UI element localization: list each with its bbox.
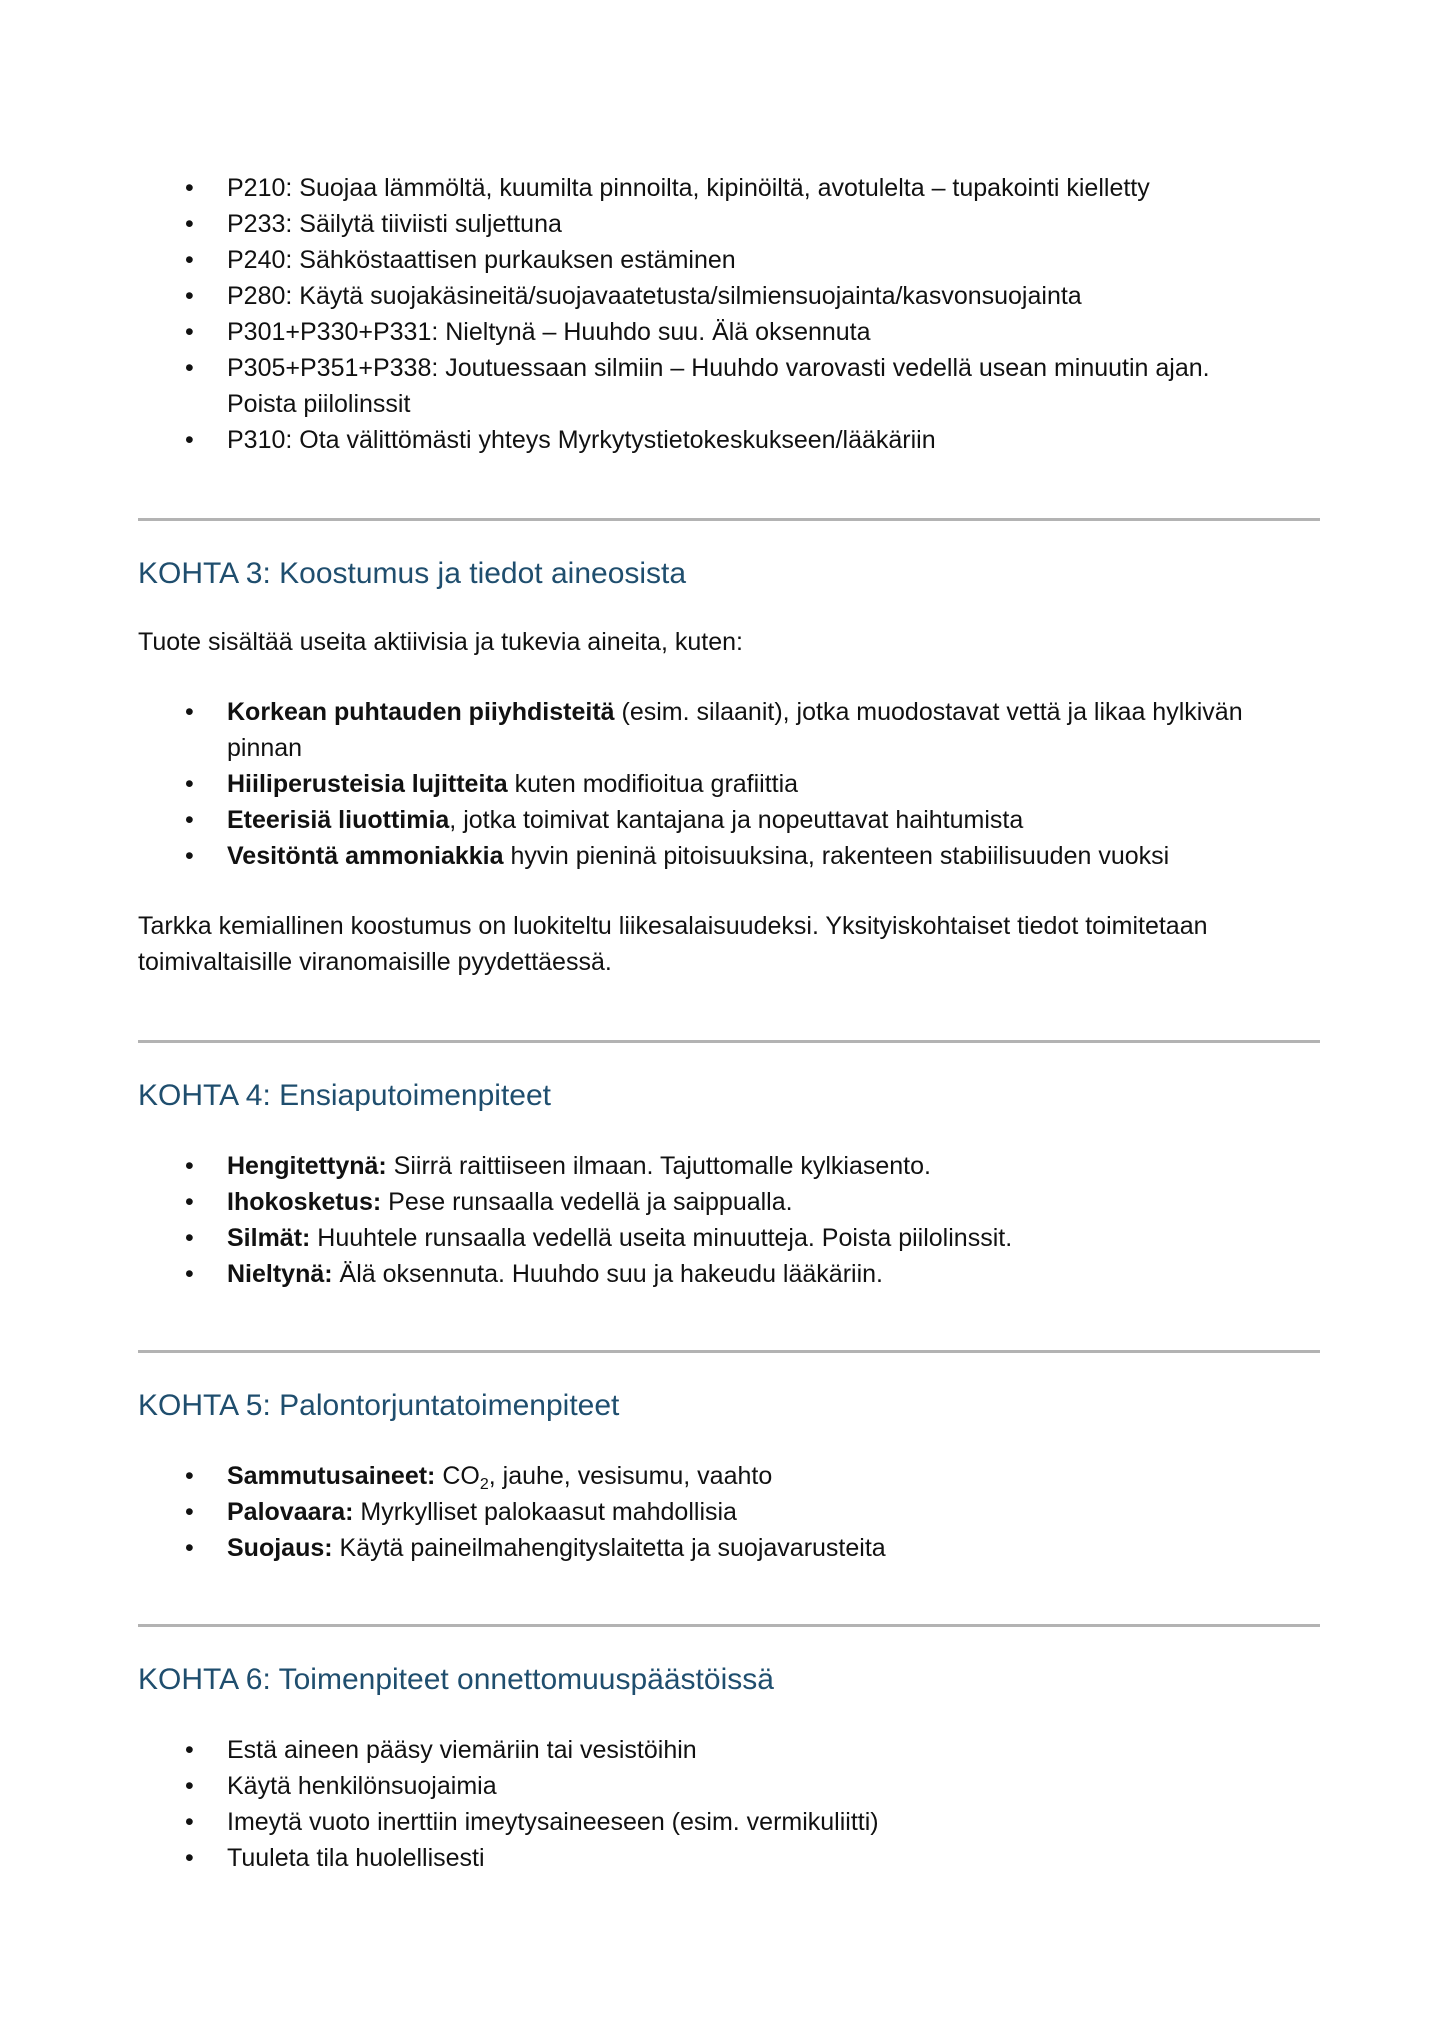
list-item: • P305+P351+P338: Joutuessaan silmiin – Huuhdo varovasti vedellä usean minuutin ajan. Poista piilolinssit: [227, 350, 1280, 422]
list-item: [227, 1220, 1320, 1256]
item-term: Hengitettynä:: [227, 1152, 387, 1180]
section-5-list: [138, 1458, 1320, 1566]
list-item: • P240: Sähköstaattisen purkauksen estäminen: [227, 242, 1280, 278]
list-item: [227, 1458, 1320, 1494]
item-text: (esim. silaanit), jotka muodostavat vettä ja likaa hylkivän pinnan: [227, 698, 1243, 762]
list-item: • Estä aineen pääsy viemäriin tai vesistöihin: [227, 1732, 1320, 1768]
item-text: kuten modifioitua grafiittia: [507, 770, 799, 798]
section-4-heading: KOHTA 4: Ensiaputoimenpiteet: [138, 1079, 551, 1112]
list-item: [227, 694, 1300, 766]
item-term: Palovaara:: [227, 1498, 354, 1526]
item-text: CO: [435, 1462, 480, 1490]
section-divider: [138, 518, 1320, 521]
list-item: • P210: Suojaa lämmöltä, kuumilta pinnoilta, kipinöiltä, avotulelta – tupakointi kielletty: [227, 170, 1280, 206]
item-term: Eteerisiä liuottimia: [227, 806, 450, 834]
section-4-list: [138, 1148, 1320, 1292]
list-item: [227, 1256, 1320, 1292]
item-term: Sammutusaineet:: [227, 1462, 436, 1490]
item-text: Myrkylliset palokaasut mahdollisia: [353, 1498, 737, 1526]
section-6-list: [138, 1732, 1320, 1876]
list-item: • Tuuleta tila huolellisesti: [227, 1840, 1320, 1876]
list-item: [227, 1184, 1320, 1220]
section-divider: [138, 1350, 1320, 1353]
list-item: [227, 838, 1300, 874]
item-term: Korkean puhtauden piiyhdisteitä: [227, 698, 615, 726]
subscript: 2: [479, 1476, 489, 1493]
list-item: • P310: Ota välittömästi yhteys Myrkytystietokeskukseen/lääkäriin: [227, 422, 1280, 458]
item-text: Siirrä raittiiseen ilmaan. Tajuttomalle kylkiasento.: [386, 1152, 931, 1180]
list-item: • P301+P330+P331: Nieltynä – Huuhdo suu. Älä oksennuta: [227, 314, 1280, 350]
item-text: , jotka toimivat kantajana ja nopeuttavat haihtumista: [449, 806, 1024, 834]
section-3-list: [138, 694, 1320, 874]
list-item: [227, 766, 1300, 802]
list-item: • P280: Käytä suojakäsineitä/suojavaatetusta/silmiensuojainta/kasvonsuojainta: [227, 278, 1280, 314]
item-text: Pese runsaalla vedellä ja saippualla.: [381, 1188, 793, 1216]
list-item: • Imeytä vuoto inerttiin imeytysaineeseen (esim. vermikuliitti): [227, 1804, 1320, 1840]
section-3-heading: KOHTA 3: Koostumus ja tiedot aineosista: [138, 557, 687, 590]
list-item: [227, 1530, 1320, 1566]
list-item: [227, 1148, 1320, 1184]
section-3-intro: Tuote sisältää useita aktiivisia ja tukevia aineita, kuten:: [138, 628, 743, 656]
section-6-heading: KOHTA 6: Toimenpiteet onnettomuuspäästöissä: [138, 1663, 774, 1696]
section-3-note: Tarkka kemiallinen koostumus on luokiteltu liikesalaisuudeksi. Yksityiskohtaiset tiedot toimitetaan toimivaltaisille viranomaisille pyydettäessä.: [138, 912, 1208, 976]
item-term: Suojaus:: [227, 1534, 333, 1562]
item-text: Älä oksennuta. Huuhdo suu ja hakeudu lääkäriin.: [332, 1260, 883, 1288]
item-term: Ihokosketus:: [227, 1188, 382, 1216]
section-5-heading: KOHTA 5: Palontorjuntatoimenpiteet: [138, 1389, 620, 1422]
list-item: [227, 802, 1300, 838]
section-divider: [138, 1624, 1320, 1627]
item-text: , jauhe, vesisumu, vaahto: [488, 1462, 773, 1490]
item-text: hyvin pieninä pitoisuuksina, rakenteen stabiilisuuden vuoksi: [503, 842, 1170, 870]
list-item: • Käytä henkilönsuojaimia: [227, 1768, 1320, 1804]
list-item: [227, 1494, 1320, 1530]
item-term: Vesitöntä ammoniakkia: [227, 842, 504, 870]
precautionary-statements-list: [138, 170, 1320, 458]
item-text: Huuhtele runsaalla vedellä useita minuutteja. Poista piilolinssit.: [310, 1224, 1013, 1252]
item-text: Käytä paineilmahengityslaitetta ja suojavarusteita: [332, 1534, 886, 1562]
list-item: • P233: Säilytä tiiviisti suljettuna: [227, 206, 1280, 242]
item-term: Nieltynä:: [227, 1260, 333, 1288]
section-divider: [138, 1040, 1320, 1043]
document-page: [138, 170, 1320, 1876]
item-term: Silmät:: [227, 1224, 311, 1252]
item-term: Hiiliperusteisia lujitteita: [227, 770, 508, 798]
